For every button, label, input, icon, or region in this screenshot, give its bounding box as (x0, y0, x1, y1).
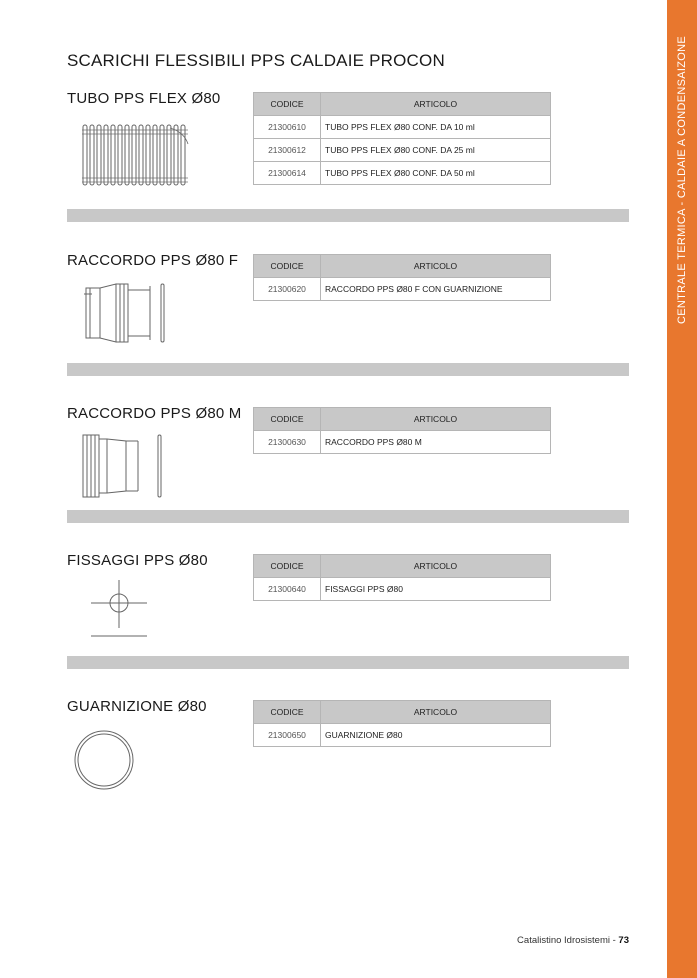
product-table (253, 254, 551, 301)
product-code: 21300610 (254, 116, 321, 139)
header-articolo: ARTICOLO (321, 701, 551, 724)
product-article: TUBO PPS FLEX Ø80 CONF. DA 25 ml (321, 139, 551, 162)
section-divider (67, 510, 629, 523)
table-row (254, 162, 551, 185)
page-title: SCARICHI FLESSIBILI PPS CALDAIE PROCON (67, 51, 445, 70)
table-header-row (254, 255, 551, 278)
header-codice: CODICE (254, 701, 321, 724)
section-divider (67, 363, 629, 376)
product-article: TUBO PPS FLEX Ø80 CONF. DA 50 ml (321, 162, 551, 185)
product-article: RACCORDO PPS Ø80 F CON GUARNIZIONE (321, 278, 551, 301)
side-band-label: CENTRALE TERMICA - CALDAIE A CONDENSAIZONE (676, 35, 688, 325)
page-number: 73 (618, 935, 629, 946)
product-table (253, 700, 551, 747)
footer-separator: - (609, 935, 619, 946)
table-row (254, 578, 551, 601)
product-code: 21300612 (254, 139, 321, 162)
section-title: FISSAGGI PPS Ø80 (67, 552, 208, 569)
product-code: 21300614 (254, 162, 321, 185)
table-header-row (254, 701, 551, 724)
header-codice: CODICE (254, 255, 321, 278)
header-codice: CODICE (254, 555, 321, 578)
section-divider (67, 209, 629, 222)
page-footer (517, 935, 629, 946)
header-articolo: ARTICOLO (321, 93, 551, 116)
flexible-pipe-icon (80, 122, 192, 188)
header-articolo: ARTICOLO (321, 408, 551, 431)
product-article: RACCORDO PPS Ø80 M (321, 431, 551, 454)
table-row (254, 116, 551, 139)
table-row (254, 724, 551, 747)
table-header-row (254, 408, 551, 431)
male-fitting-icon (80, 432, 172, 500)
header-articolo: ARTICOLO (321, 255, 551, 278)
product-code: 21300630 (254, 431, 321, 454)
table-row (254, 431, 551, 454)
table-header-row (254, 93, 551, 116)
gasket-icon (72, 728, 136, 792)
product-article: GUARNIZIONE Ø80 (321, 724, 551, 747)
product-table (253, 554, 551, 601)
product-table (253, 92, 551, 185)
product-article: TUBO PPS FLEX Ø80 CONF. DA 10 ml (321, 116, 551, 139)
fixing-bracket-icon (88, 578, 150, 640)
table-row (254, 278, 551, 301)
product-code: 21300640 (254, 578, 321, 601)
header-articolo: ARTICOLO (321, 555, 551, 578)
header-codice: CODICE (254, 408, 321, 431)
product-article: FISSAGGI PPS Ø80 (321, 578, 551, 601)
section-title: RACCORDO PPS Ø80 M (67, 405, 242, 422)
table-row (254, 139, 551, 162)
section-title: TUBO PPS FLEX Ø80 (67, 90, 221, 107)
female-fitting-icon (80, 280, 172, 346)
header-codice: CODICE (254, 93, 321, 116)
side-band (667, 0, 697, 978)
table-header-row (254, 555, 551, 578)
side-band-label-wrap (667, 0, 697, 978)
catalog-name: Catalistino Idrosistemi (517, 935, 610, 946)
product-code: 21300650 (254, 724, 321, 747)
product-table (253, 407, 551, 454)
section-divider (67, 656, 629, 669)
product-code: 21300620 (254, 278, 321, 301)
section-title: GUARNIZIONE Ø80 (67, 698, 207, 715)
section-title: RACCORDO PPS Ø80 F (67, 252, 239, 269)
